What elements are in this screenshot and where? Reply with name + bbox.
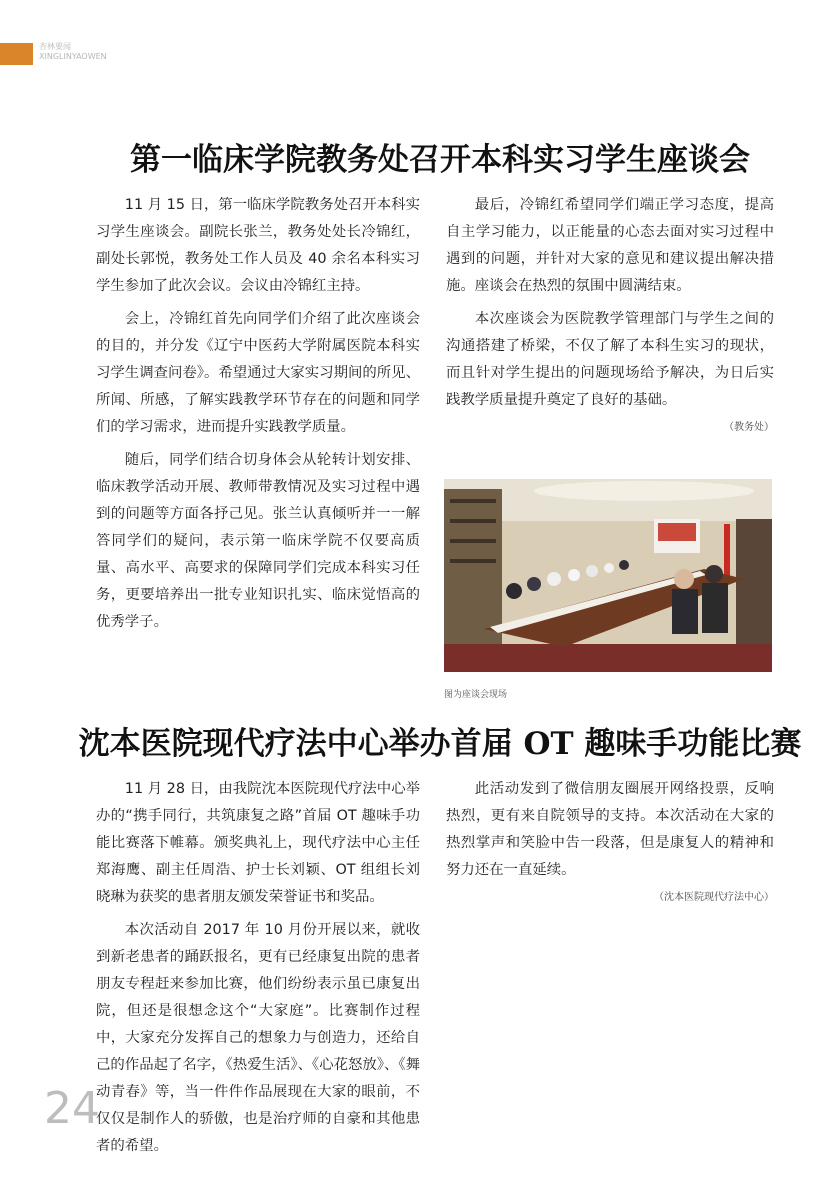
article1-paragraph: 11 月 15 日，第一临床学院教务处召开本科实习学生座谈会。副院长张兰，教务处处长冷锦红，副处长郭悦，教务处工作人员及 40 余名本科实习学生参加了此次会议。会议由冷锦红主持。 — [96, 197, 420, 294]
photo-caption: 图为座谈会现场 — [444, 690, 508, 700]
article1-column-left — [96, 192, 420, 642]
article2-column-left — [96, 776, 420, 1166]
article2-paragraph: 本次活动自 2017 年 10 月份开展以来，就收到新老患者的踊跃报名，更有已经康复出院的患者朋友专程赶来参加比赛，他们纷纷表示虽已康复出院，但还是很想念这个“大家庭”。比赛制作过程中，大家充分发挥自己的想象力与创造力，还给自己的作品起了名字，《热爱生活》、《心花怒放》、《舞动青春》等，当一件件作品展现在大家的眼前，不仅仅是制作人的骄傲，也是治疗师的自豪和其他患者的希望。 — [96, 922, 420, 1154]
section-label-cn: 杏林要闻 — [39, 42, 71, 51]
page-number: 24 — [44, 1083, 100, 1134]
article1-paragraph: 最后，冷锦红希望同学们端正学习态度，提高自主学习能力，以正能量的心态去面对实习过程中遇到的问题，并针对大家的意见和建议提出解决措施。座谈会在热烈的氛围中圆满结束。 — [446, 197, 774, 294]
article1-paragraph: 随后，同学们结合切身体会从轮转计划安排、临床教学活动开展、教师带教情况及实习过程中遇到的问题等方面各抒己见。张兰认真倾听并一一解答同学们的疑问，表示第一临床学院不仅要高质量、高水平、高要求的保障同学们完成本科实习任务，更要培养出一批专业知识扎实、临床觉悟高的优秀学子。 — [96, 452, 420, 630]
article2-paragraph: 11 月 28 日，由我院沈本医院现代疗法中心举办的“携手同行，共筑康复之路”首届 OT 趣味手功能比赛落下帷幕。颁奖典礼上，现代疗法中心主任郑海鹰、副主任周浩、护士长刘颖、OT 组组长刘晓琳为获奖的患者朋友颁发荣誉证书和奖品。 — [96, 781, 420, 905]
article1-column-right — [446, 192, 774, 436]
article1-paragraph: 会上，冷锦红首先向同学们介绍了此次座谈会的目的，并分发《辽宁中医药大学附属医院本科实习学生调查问卷》。希望通过大家实习期间的所见、所闻、所感，了解实践教学环节存在的问题和同学们的学习需求，进而提升实践教学质量。 — [96, 311, 420, 435]
article2-column-right — [446, 776, 774, 906]
section-label — [39, 42, 107, 62]
article1-paragraph: 本次座谈会为医院教学管理部门与学生之间的沟通搭建了桥梁，不仅了解了本科生实习的现状，而且针对学生提出的问题现场给予解决，为日后实践教学质量提升奠定了良好的基础。 — [446, 311, 774, 408]
section-label-pinyin: XINGLINYAOWEN — [39, 52, 107, 61]
article2-paragraph: 此活动发到了微信朋友圈展开网络投票，反响热烈，更有来自院领导的支持。本次活动在大家的热烈掌声和笑脸中告一段落，但是康复人的精神和努力还在一直延续。 — [446, 781, 774, 878]
section-tab-bar — [0, 43, 33, 65]
article2-credit: （沈本医院现代疗法中心） — [654, 892, 774, 903]
article1-credit: （教务处） — [724, 422, 774, 433]
meeting-photo — [444, 479, 772, 672]
article1-title: 第一临床学院教务处召开本科实习学生座谈会 — [130, 142, 750, 178]
article2-title: 沈本医院现代疗法中心举办首届 OT 趣味手功能比赛 — [78, 726, 802, 762]
